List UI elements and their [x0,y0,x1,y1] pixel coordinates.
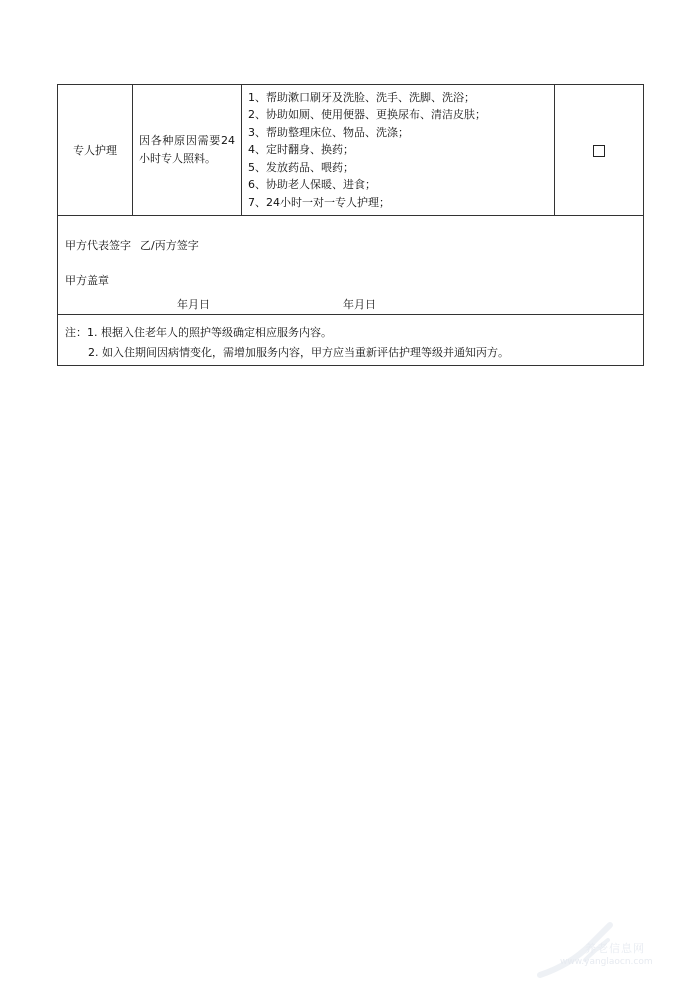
notes-row [58,315,644,366]
note-line-1: 注：1. 根据入住老年人的照护等级确定相应服务内容。 [65,326,332,339]
signature-cell [58,216,644,315]
party-a-date: 年月日 [177,298,210,311]
list-item: 5、发放药品、喂药； [248,160,354,174]
selection-checkbox[interactable] [593,145,605,157]
care-condition: 因各种原因需要24小时专人照料。 [133,85,242,216]
list-item: 2、协助如厕、使用便器、更换尿布、清洁皮肤； [248,108,486,122]
party-bc-signature-label: 乙/丙方签字 [140,239,199,252]
party-bc-date: 年月日 [343,298,376,311]
care-service-table [57,84,644,366]
watermark-text: 养老信息网 [585,942,645,955]
list-item: 7、24小时一对一专人护理； [248,195,390,209]
list-item: 4、定时翻身、换药； [248,143,354,157]
list-item: 1、帮助漱口刷牙及洗脸、洗手、洗脚、洗浴； [248,90,475,104]
party-a-seal-label: 甲方盖章 [65,274,109,287]
care-level-label: 专人护理 [58,85,133,216]
selection-cell [555,85,644,216]
notes-cell [58,315,644,366]
table-row [58,85,644,216]
note-line-2: 2. 如入住期间因病情变化，需增加服务内容，甲方应当重新评估护理等级并通知丙方。 [88,346,509,359]
list-item: 6、协助老人保暖、进食； [248,178,376,192]
party-a-rep-signature-label: 甲方代表签字 [65,239,131,252]
list-item: 3、帮助整理床位、物品、洗涤； [248,125,409,139]
watermark-url: www.yanglaocn.com [560,957,653,967]
signature-row [58,216,644,315]
service-items-list [248,89,548,212]
service-items-cell [242,85,555,216]
